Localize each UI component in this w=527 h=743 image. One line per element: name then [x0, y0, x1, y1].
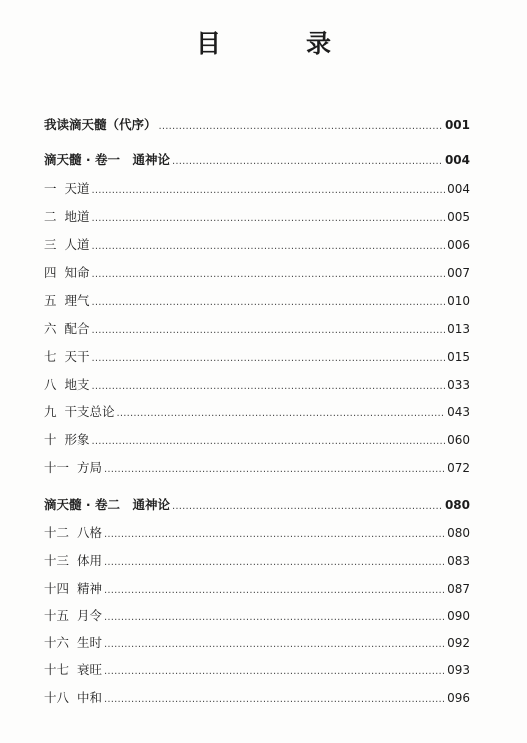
- toc-leader-dots: [92, 350, 446, 368]
- toc-entry[interactable]: [44, 376, 470, 394]
- toc-entry-label: [44, 552, 102, 570]
- toc-entry-title: 干支总论: [64, 404, 115, 419]
- toc-entry-label: [44, 403, 115, 421]
- toc-entry-number: 十八: [44, 690, 70, 705]
- toc-entry-label: [44, 180, 90, 198]
- toc-entry-label: [44, 661, 102, 679]
- toc-entry-label: [44, 116, 157, 134]
- toc-entry[interactable]: [44, 552, 470, 570]
- toc-entry-label: [44, 376, 90, 394]
- toc-entry-number: 七: [44, 349, 57, 364]
- toc-entry-number: 九: [44, 404, 57, 419]
- toc-page-number: 083: [447, 554, 470, 568]
- toc-entry-number: 一: [44, 181, 57, 196]
- page-title: 目 录: [195, 29, 361, 58]
- toc-entry-title: 我读滴天髓（代序）: [44, 117, 157, 132]
- toc-page-number: 043: [447, 405, 470, 419]
- toc-leader-dots: [104, 691, 445, 709]
- toc-leader-dots: [104, 554, 445, 572]
- toc-entry[interactable]: [44, 348, 470, 366]
- toc-page-number: 080: [444, 498, 470, 512]
- toc-page-number: 096: [447, 691, 470, 705]
- toc-leader-dots: [104, 461, 445, 479]
- toc-entry[interactable]: [44, 208, 470, 226]
- toc-page-number: 033: [447, 378, 470, 392]
- toc-entry[interactable]: [44, 292, 470, 310]
- toc-entry[interactable]: [44, 580, 470, 598]
- toc-page-number: 092: [447, 636, 470, 650]
- toc-entry-title: 中和: [77, 690, 103, 705]
- toc-entry-number: 四: [44, 265, 57, 280]
- toc-entry[interactable]: [44, 689, 470, 707]
- toc-entry-title: 精神: [77, 581, 103, 596]
- toc-leader-dots: [117, 405, 446, 423]
- toc-entry-label: [44, 292, 90, 310]
- toc-entry-title: 衰旺: [77, 662, 103, 677]
- toc-entry-title: 人道: [64, 237, 90, 252]
- toc-entry-label: [44, 607, 102, 625]
- toc-page-number: 006: [447, 238, 470, 252]
- toc-entry[interactable]: [44, 496, 470, 514]
- toc-leader-dots: [92, 266, 446, 284]
- toc-entry-number: 五: [44, 293, 57, 308]
- toc-leader-dots: [172, 153, 443, 171]
- toc-entry-number: 十七: [44, 662, 70, 677]
- toc-leader-dots: [92, 294, 446, 312]
- toc-entry-label: [44, 634, 102, 652]
- toc-entry-label: [44, 236, 90, 254]
- toc-entry-title: 天道: [64, 181, 90, 196]
- toc-entry[interactable]: [44, 459, 470, 477]
- toc-leader-dots: [104, 526, 445, 544]
- toc-page-number: 087: [447, 582, 470, 596]
- toc-page-number: 015: [447, 350, 470, 364]
- toc-page-number: 072: [447, 461, 470, 475]
- toc-entry-title: 八格: [77, 525, 103, 540]
- toc-leader-dots: [104, 663, 445, 681]
- toc-entry-label: [44, 580, 102, 598]
- toc-entry[interactable]: [44, 634, 470, 652]
- toc-entry-title: 体用: [77, 553, 103, 568]
- toc-leader-dots: [104, 636, 445, 654]
- toc-entry-label: [44, 151, 170, 169]
- toc-entry-label: [44, 689, 102, 707]
- toc-entry-label: [44, 348, 90, 366]
- toc-entry[interactable]: [44, 524, 470, 542]
- toc-page-number: 090: [447, 609, 470, 623]
- toc-entry-number: 六: [44, 321, 57, 336]
- toc-entry-title: 知命: [64, 265, 90, 280]
- toc-page-number: 080: [447, 526, 470, 540]
- toc-entry-title: 滴天髓 · 卷一 通神论: [44, 152, 170, 167]
- toc-entry-title: 天干: [64, 349, 90, 364]
- toc-entry-title: 配合: [64, 321, 90, 336]
- toc-entry[interactable]: [44, 236, 470, 254]
- toc-page-number: 005: [447, 210, 470, 224]
- toc-leader-dots: [92, 322, 446, 340]
- toc-entry-label: [44, 208, 90, 226]
- toc-entry-number: 十四: [44, 581, 70, 596]
- toc-entry[interactable]: [44, 403, 470, 421]
- toc-entry-title: 生时: [77, 635, 103, 650]
- toc-page-number: 004: [444, 153, 470, 167]
- toc-page-number: 060: [447, 433, 470, 447]
- toc-entry-number: 十三: [44, 553, 70, 568]
- toc-entry-number: 十五: [44, 608, 70, 623]
- toc-page-number: 004: [447, 182, 470, 196]
- toc-entry-label: [44, 264, 90, 282]
- toc-leader-dots: [104, 609, 445, 627]
- toc-entry[interactable]: [44, 661, 470, 679]
- toc-entry[interactable]: [44, 116, 470, 134]
- toc-entry-label: [44, 496, 170, 514]
- toc-entry-title: 滴天髓 · 卷二 通神论: [44, 497, 170, 512]
- toc-page-number: 007: [447, 266, 470, 280]
- toc-entry-label: [44, 320, 90, 338]
- toc-leader-dots: [104, 582, 445, 600]
- toc-entry-label: [44, 431, 90, 449]
- toc-entry-number: 十一: [44, 460, 70, 475]
- toc-entry-title: 地支: [64, 377, 90, 392]
- toc-entry-title: 方局: [77, 460, 103, 475]
- toc-entry-title: 月令: [77, 608, 103, 623]
- toc-entry-title: 地道: [64, 209, 90, 224]
- toc-leader-dots: [159, 118, 443, 136]
- toc-entry-number: 十六: [44, 635, 70, 650]
- toc-page-number: 093: [447, 663, 470, 677]
- toc-entry[interactable]: [44, 151, 470, 169]
- toc-entry[interactable]: [44, 180, 470, 198]
- toc-leader-dots: [172, 498, 443, 516]
- toc-entry-title: 理气: [64, 293, 90, 308]
- toc-entry[interactable]: [44, 264, 470, 282]
- toc-entry-number: 二: [44, 209, 57, 224]
- toc-entry-number: 十二: [44, 525, 70, 540]
- toc-leader-dots: [92, 433, 446, 451]
- toc-entry-number: 三: [44, 237, 57, 252]
- toc-entry-label: [44, 459, 102, 477]
- toc-page-number: 010: [447, 294, 470, 308]
- toc-leader-dots: [92, 378, 446, 396]
- toc-entry[interactable]: [44, 607, 470, 625]
- toc-entry-title: 形象: [64, 432, 90, 447]
- toc-leader-dots: [92, 210, 446, 228]
- toc-entry-label: [44, 524, 102, 542]
- toc-leader-dots: [92, 182, 446, 200]
- toc-entry-number: 十: [44, 432, 57, 447]
- toc-entry[interactable]: [44, 431, 470, 449]
- toc-page-number: 013: [447, 322, 470, 336]
- toc-entry[interactable]: [44, 320, 470, 338]
- toc-page-number: 001: [444, 118, 470, 132]
- toc-leader-dots: [92, 238, 446, 256]
- toc-entry-number: 八: [44, 377, 57, 392]
